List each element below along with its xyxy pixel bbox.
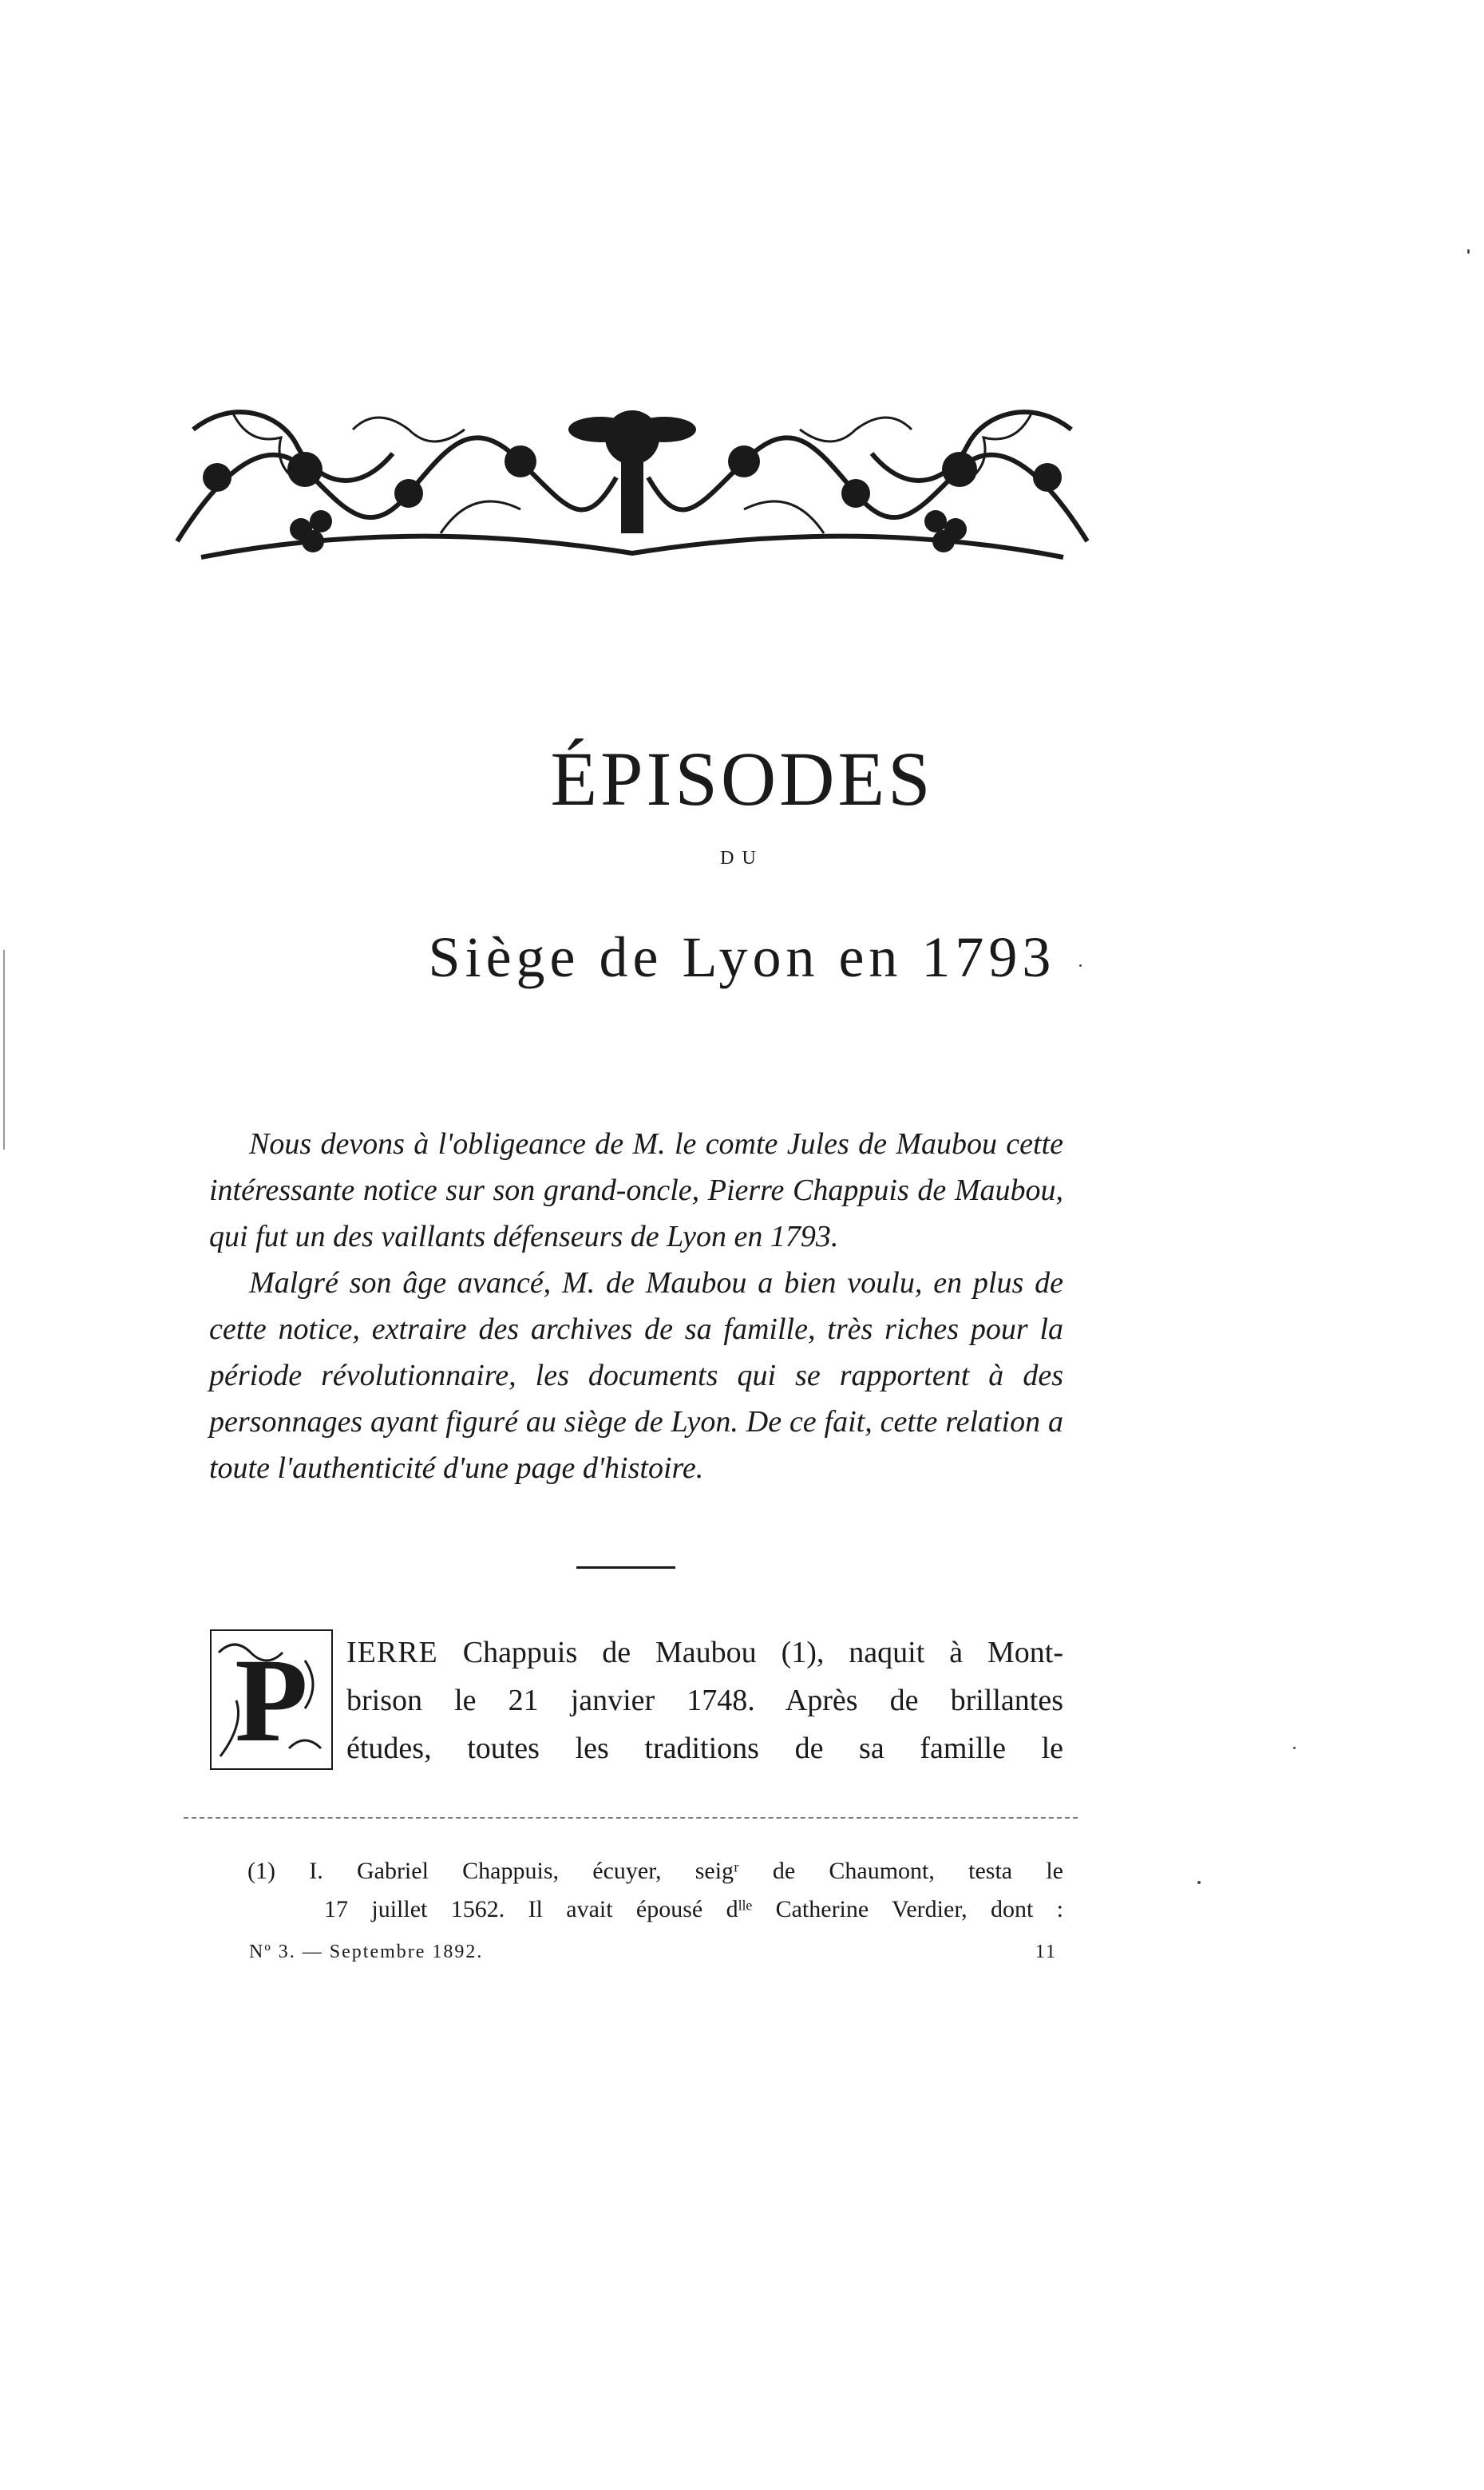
dropcap-p-icon	[209, 1629, 334, 1771]
ornament-vine-scroll-icon	[169, 382, 1095, 567]
paper-speck	[1293, 1747, 1296, 1749]
body-text-start	[209, 1629, 1063, 1780]
title-connector: DU	[720, 848, 764, 869]
footnote-line-2: 17 juillet 1562. Il avait épousé dˡˡᵉ Catherine Verdier, dont :	[324, 1896, 1063, 1922]
paper-speck	[1079, 964, 1082, 967]
page-number: 11	[1035, 1942, 1057, 1962]
paper-speck	[1467, 249, 1470, 254]
intro-paragraph: Malgré son âge avancé, M. de Maubou a bien voulu, en plus de cette notice, extraire des archives de sa famille, très riches pour la période révolutionnaire, les documents qui se rapportent à des personnages ayant figuré au siège de Lyon. De ce fait, cette relation a toute l'authenticité d'une page d'histoire.	[209, 1266, 1063, 1485]
section-divider	[576, 1566, 675, 1569]
body-line-2: brison le 21 janvier 1748. Après de brillantes	[346, 1684, 1063, 1717]
ornamental-headpiece	[169, 382, 1095, 567]
issue-date: Nº 3. — Septembre 1892.	[249, 1942, 484, 1962]
editorial-introduction	[209, 1121, 1063, 1491]
body-paragraph	[346, 1629, 1063, 1772]
body-line-3: études, toutes les traditions de sa famille le	[346, 1732, 1063, 1765]
page-title: ÉPISODES	[550, 736, 934, 821]
intro-paragraph: Nous devons à l'obligeance de M. le comte Jules de Maubou cette intéressante notice sur son grand-oncle, Pierre Chappuis de Maubou, qui fut un des vaillants défenseurs de Lyon en 1793.	[209, 1127, 1063, 1253]
decorated-dropcap	[209, 1629, 334, 1771]
body-line-1: Chappuis de Maubou (1), naquit à Mont-	[462, 1636, 1064, 1669]
svg-text:P: P	[235, 1634, 308, 1767]
footnote-separator	[184, 1817, 1078, 1819]
first-word-smallcaps: IERRE	[346, 1636, 438, 1669]
paper-speck	[1197, 1881, 1201, 1884]
body-line	[346, 1629, 1063, 1676]
paper-speck	[3, 950, 5, 1150]
footnote	[247, 1852, 1063, 1929]
footnote-line-1: (1) I. Gabriel Chappuis, écuyer, seigʳ de Chaumont, testa le	[247, 1858, 1063, 1884]
page-subtitle: Siège de Lyon en 1793	[428, 925, 1056, 989]
